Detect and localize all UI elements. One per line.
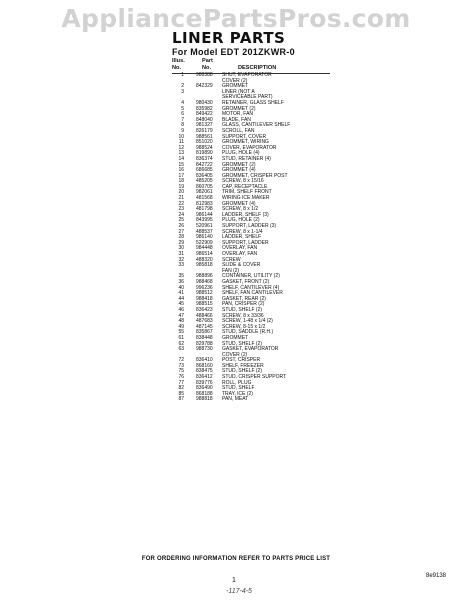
part-description: STUD, SHELF (2) <box>222 368 263 375</box>
part-number: 835982 <box>196 105 213 112</box>
illus-number: 27 <box>178 228 184 235</box>
illus-number: 46 <box>178 306 184 313</box>
illus-number: 82 <box>178 385 184 392</box>
illus-number: 17 <box>178 172 184 179</box>
part-number: 860705 <box>196 183 213 190</box>
part-description: LADDER, SHELF (3) <box>222 211 269 218</box>
part-number: 988515 <box>196 301 213 308</box>
part-header-bottom: No. <box>202 65 212 71</box>
parts-list <box>172 73 372 403</box>
part-number: 851020 <box>196 139 213 146</box>
illus-number: 6 <box>181 111 184 118</box>
illus-number: 28 <box>178 234 184 241</box>
part-description: TRIM, SHELF FRONT <box>222 189 272 196</box>
illus-number: 30 <box>178 245 184 252</box>
part-description: STUD, CRISPER SUPPORT <box>222 374 287 381</box>
part-number: 988468 <box>196 278 213 285</box>
ordering-note: FOR ORDERING INFORMATION REFER TO PARTS PRICE LIST <box>141 556 331 562</box>
part-number: 988730 <box>196 346 213 353</box>
illus-number: 40 <box>178 284 184 291</box>
part-number: 836410 <box>196 357 213 364</box>
part-description: OVERLAY, FAN <box>222 245 258 252</box>
illus-number: 2 <box>181 83 184 90</box>
illus-number: 33 <box>178 262 184 269</box>
part-description: GROMMET (4) <box>222 167 256 174</box>
part-number: 848040 <box>196 116 213 123</box>
part-number: 868188 <box>196 390 213 397</box>
part-number: 986144 <box>196 211 213 218</box>
part-number: 868160 <box>196 362 213 369</box>
part-number: 836490 <box>196 385 213 392</box>
part-header-top: Part <box>202 58 213 64</box>
part-description: OVERLAY, FAN <box>222 251 258 257</box>
part-number: 488466 <box>196 312 213 319</box>
part-number: 838475 <box>196 368 213 375</box>
illus-number: 24 <box>178 211 184 218</box>
illus-number: 41 <box>178 290 184 297</box>
part-description: GROMMET <box>222 83 249 90</box>
part-description: GASKET, FRONT (2) <box>222 278 270 285</box>
illus-number: 22 <box>178 200 184 207</box>
part-number: 985818 <box>196 262 213 269</box>
part-description: SUPPORT, LADDER <box>222 239 269 246</box>
illus-number: 12 <box>178 144 184 151</box>
part-description: GROMMET, WIRING <box>222 139 269 146</box>
part-number: 986514 <box>196 251 213 257</box>
part-number: 487145 <box>196 323 213 330</box>
part-number: 487683 <box>196 318 213 325</box>
illus-header-top: Illus. <box>172 58 185 64</box>
part-number: 826179 <box>196 127 213 134</box>
illus-number: 3 <box>181 88 184 95</box>
part-description: SUPPORT, LADDER (3) <box>222 223 277 230</box>
illus-number: 73 <box>178 362 184 369</box>
illus-number: 26 <box>178 223 184 230</box>
part-number: 836423 <box>196 306 213 313</box>
part-description: GROMMET <box>222 334 249 341</box>
part-description: SCREW <box>222 256 241 263</box>
part-number: 982061 <box>196 189 213 196</box>
part-description: COVER, EVAPORATOR <box>222 144 277 151</box>
part-description: STUD, RETAINER (4) <box>222 155 271 162</box>
page-title: LINER PARTS <box>172 29 286 47</box>
part-number: 520961 <box>196 223 213 230</box>
illus-number: 29 <box>178 239 184 246</box>
part-number: 849422 <box>196 111 213 118</box>
part-number: 842722 <box>196 161 213 168</box>
part-number: 686685 <box>196 167 213 174</box>
part-description: SCROLL, FAN <box>222 127 255 134</box>
illus-number: 23 <box>178 206 184 213</box>
part-description: CONTAINER, UTILITY (2) <box>222 273 280 280</box>
part-description: STUD, SHELF (2) <box>222 340 263 347</box>
part-description: GROMMET, CRISPER POST <box>222 172 288 179</box>
illus-number: 47 <box>178 312 184 319</box>
illus-number: 5 <box>181 105 184 112</box>
part-number: 988388 <box>196 72 213 78</box>
illus-number: 45 <box>178 301 184 308</box>
illus-number: 62 <box>178 340 184 347</box>
illus-number: 55 <box>178 329 184 336</box>
document-code: 8e9138 <box>426 573 447 579</box>
illus-number: 25 <box>178 217 184 224</box>
part-number: 481798 <box>196 206 213 213</box>
part-number: 988561 <box>196 133 213 140</box>
part-description: SCREW, 8-15 x 1/2 <box>222 323 266 330</box>
part-description: SHELF, CANTILEVER (4) <box>222 284 280 291</box>
part-description: RETAINER, GLASS SHELF <box>222 99 284 106</box>
part-description: SUPPORT, COVER <box>222 133 267 140</box>
part-number: 485205 <box>196 178 213 185</box>
part-description: TRAY, ICE (2) <box>222 390 253 397</box>
part-description: CAP, RECEPTACLE <box>222 183 268 190</box>
illus-number: 10 <box>178 133 184 140</box>
parts-row <box>172 397 372 403</box>
illus-number: 49 <box>178 323 184 330</box>
part-description: GROMMET (2) <box>222 161 256 168</box>
illus-number: 13 <box>178 150 184 157</box>
part-number: 996236 <box>196 284 213 291</box>
description-header: DESCRIPTION <box>238 65 277 71</box>
part-number: 812983 <box>196 200 213 207</box>
part-description: LINER (NOT A <box>222 88 255 95</box>
part-description: SCREW, 8 x 1/2 <box>222 206 259 213</box>
part-description: COVER (2) <box>222 77 248 84</box>
illus-number: 7 <box>181 116 184 123</box>
part-description: SCREW, 8 x 15/16 <box>222 178 264 185</box>
illus-number: 16 <box>178 167 184 174</box>
part-description: COVER (2) <box>222 351 248 358</box>
illus-number: 20 <box>178 189 184 196</box>
illus-number: 1 <box>181 72 184 78</box>
part-description: WIRING ICE MAKER <box>222 195 270 202</box>
part-number: 980430 <box>196 99 213 106</box>
illus-number: 31 <box>178 251 184 257</box>
handwritten-note: -117-4-5 <box>226 588 252 595</box>
illus-number: 63 <box>178 346 184 353</box>
part-description: BLADE, FAN <box>222 116 251 123</box>
part-description: GLASS, CANTILEVER SHELF <box>222 122 291 129</box>
part-number: 843995 <box>196 217 213 224</box>
part-number: 988418 <box>196 295 213 302</box>
part-description: GASKET, EVAPORATOR <box>222 346 279 353</box>
part-description: STUD, SADDLE (R.H.) <box>222 329 274 336</box>
illus-number: 9 <box>181 127 184 134</box>
illus-number: 35 <box>178 273 184 280</box>
part-description: PAN, CRISPER (2) <box>222 301 265 308</box>
illus-number: 72 <box>178 357 184 364</box>
part-number: 836412 <box>196 374 213 381</box>
part-description: SHUT, EVAPORATOR <box>222 72 272 78</box>
part-description: MOTOR, FAN <box>222 111 254 118</box>
illus-number: 32 <box>178 256 184 263</box>
part-description: SHELF, FAN CANTILEVER <box>222 290 283 297</box>
part-description: GASKET, REAR (2) <box>222 295 266 302</box>
part-number: 835867 <box>196 329 213 336</box>
illus-number: 44 <box>178 295 184 302</box>
part-number: 988512 <box>196 290 213 297</box>
part-description: SHELF, FREEZER <box>222 362 264 369</box>
part-description: PAN, MEAT <box>222 396 249 403</box>
part-number: 819890 <box>196 150 213 157</box>
illus-number: 4 <box>181 99 184 106</box>
model-line: For Model EDT 201ZKWR-0 <box>172 47 295 57</box>
illus-header-bottom: No. <box>172 65 182 71</box>
part-number: 986140 <box>196 234 213 241</box>
illus-number: 18 <box>178 178 184 185</box>
illus-number: 75 <box>178 368 184 375</box>
illus-number: 15 <box>178 161 184 168</box>
part-number: 836374 <box>196 155 213 162</box>
column-headers <box>172 58 372 72</box>
part-number: 988524 <box>196 144 213 151</box>
part-description: GROMMET (4) <box>222 200 256 207</box>
part-description: GROMMET (2) <box>222 105 256 112</box>
illus-number: 11 <box>178 139 184 146</box>
part-number: 981327 <box>196 122 213 129</box>
part-description: FAN (2) <box>222 267 240 274</box>
part-description: LADDER, SHELF <box>222 234 262 241</box>
part-number: 839776 <box>196 379 213 386</box>
part-number: 836405 <box>196 172 213 179</box>
part-description: SCREW, 8 x 33/36 <box>222 312 264 319</box>
part-description: PLUG, HOLE (4) <box>222 150 260 157</box>
part-description: POST, CRISPER <box>222 357 261 364</box>
part-number: 829788 <box>196 340 213 347</box>
illus-number: 19 <box>178 183 184 190</box>
part-description: SCREW, 1-48 x 1/4 (2) <box>222 318 273 325</box>
part-number: 842329 <box>196 83 213 90</box>
part-description: STUD, SHELF (2) <box>222 306 263 313</box>
part-description: SERVICEABLE PART) <box>222 94 273 101</box>
illus-number: 36 <box>178 278 184 285</box>
illus-number: 85 <box>178 390 184 397</box>
part-description: SLIDE & COVER <box>222 262 261 269</box>
part-number: 984448 <box>196 245 213 252</box>
part-number: 481568 <box>196 195 213 202</box>
illus-number: 76 <box>178 374 184 381</box>
part-number: 488537 <box>196 228 213 235</box>
illus-number: 8 <box>181 122 184 129</box>
part-number: 988896 <box>196 273 213 280</box>
part-description: STUD, SHELF <box>222 385 255 392</box>
illus-number: 48 <box>178 318 184 325</box>
part-number: 838448 <box>196 334 213 341</box>
document-header <box>172 30 372 74</box>
part-description: PLUG, HOLE (2) <box>222 217 260 224</box>
illus-number: 14 <box>178 155 184 162</box>
part-description: SCREW, 8 x 1-1/4 <box>222 228 263 235</box>
part-description: ROLL, PLUG <box>222 379 252 386</box>
illus-number: 21 <box>178 195 184 202</box>
watermark-logo: AppliancePartsPros.com <box>61 4 411 33</box>
part-number: 988818 <box>196 396 213 403</box>
page-number: 1 <box>232 577 236 584</box>
illus-number: 77 <box>178 379 184 386</box>
part-number: 488320 <box>196 256 213 263</box>
illus-number: 61 <box>178 334 184 341</box>
illus-number: 87 <box>178 396 184 403</box>
part-number: 522909 <box>196 239 213 246</box>
